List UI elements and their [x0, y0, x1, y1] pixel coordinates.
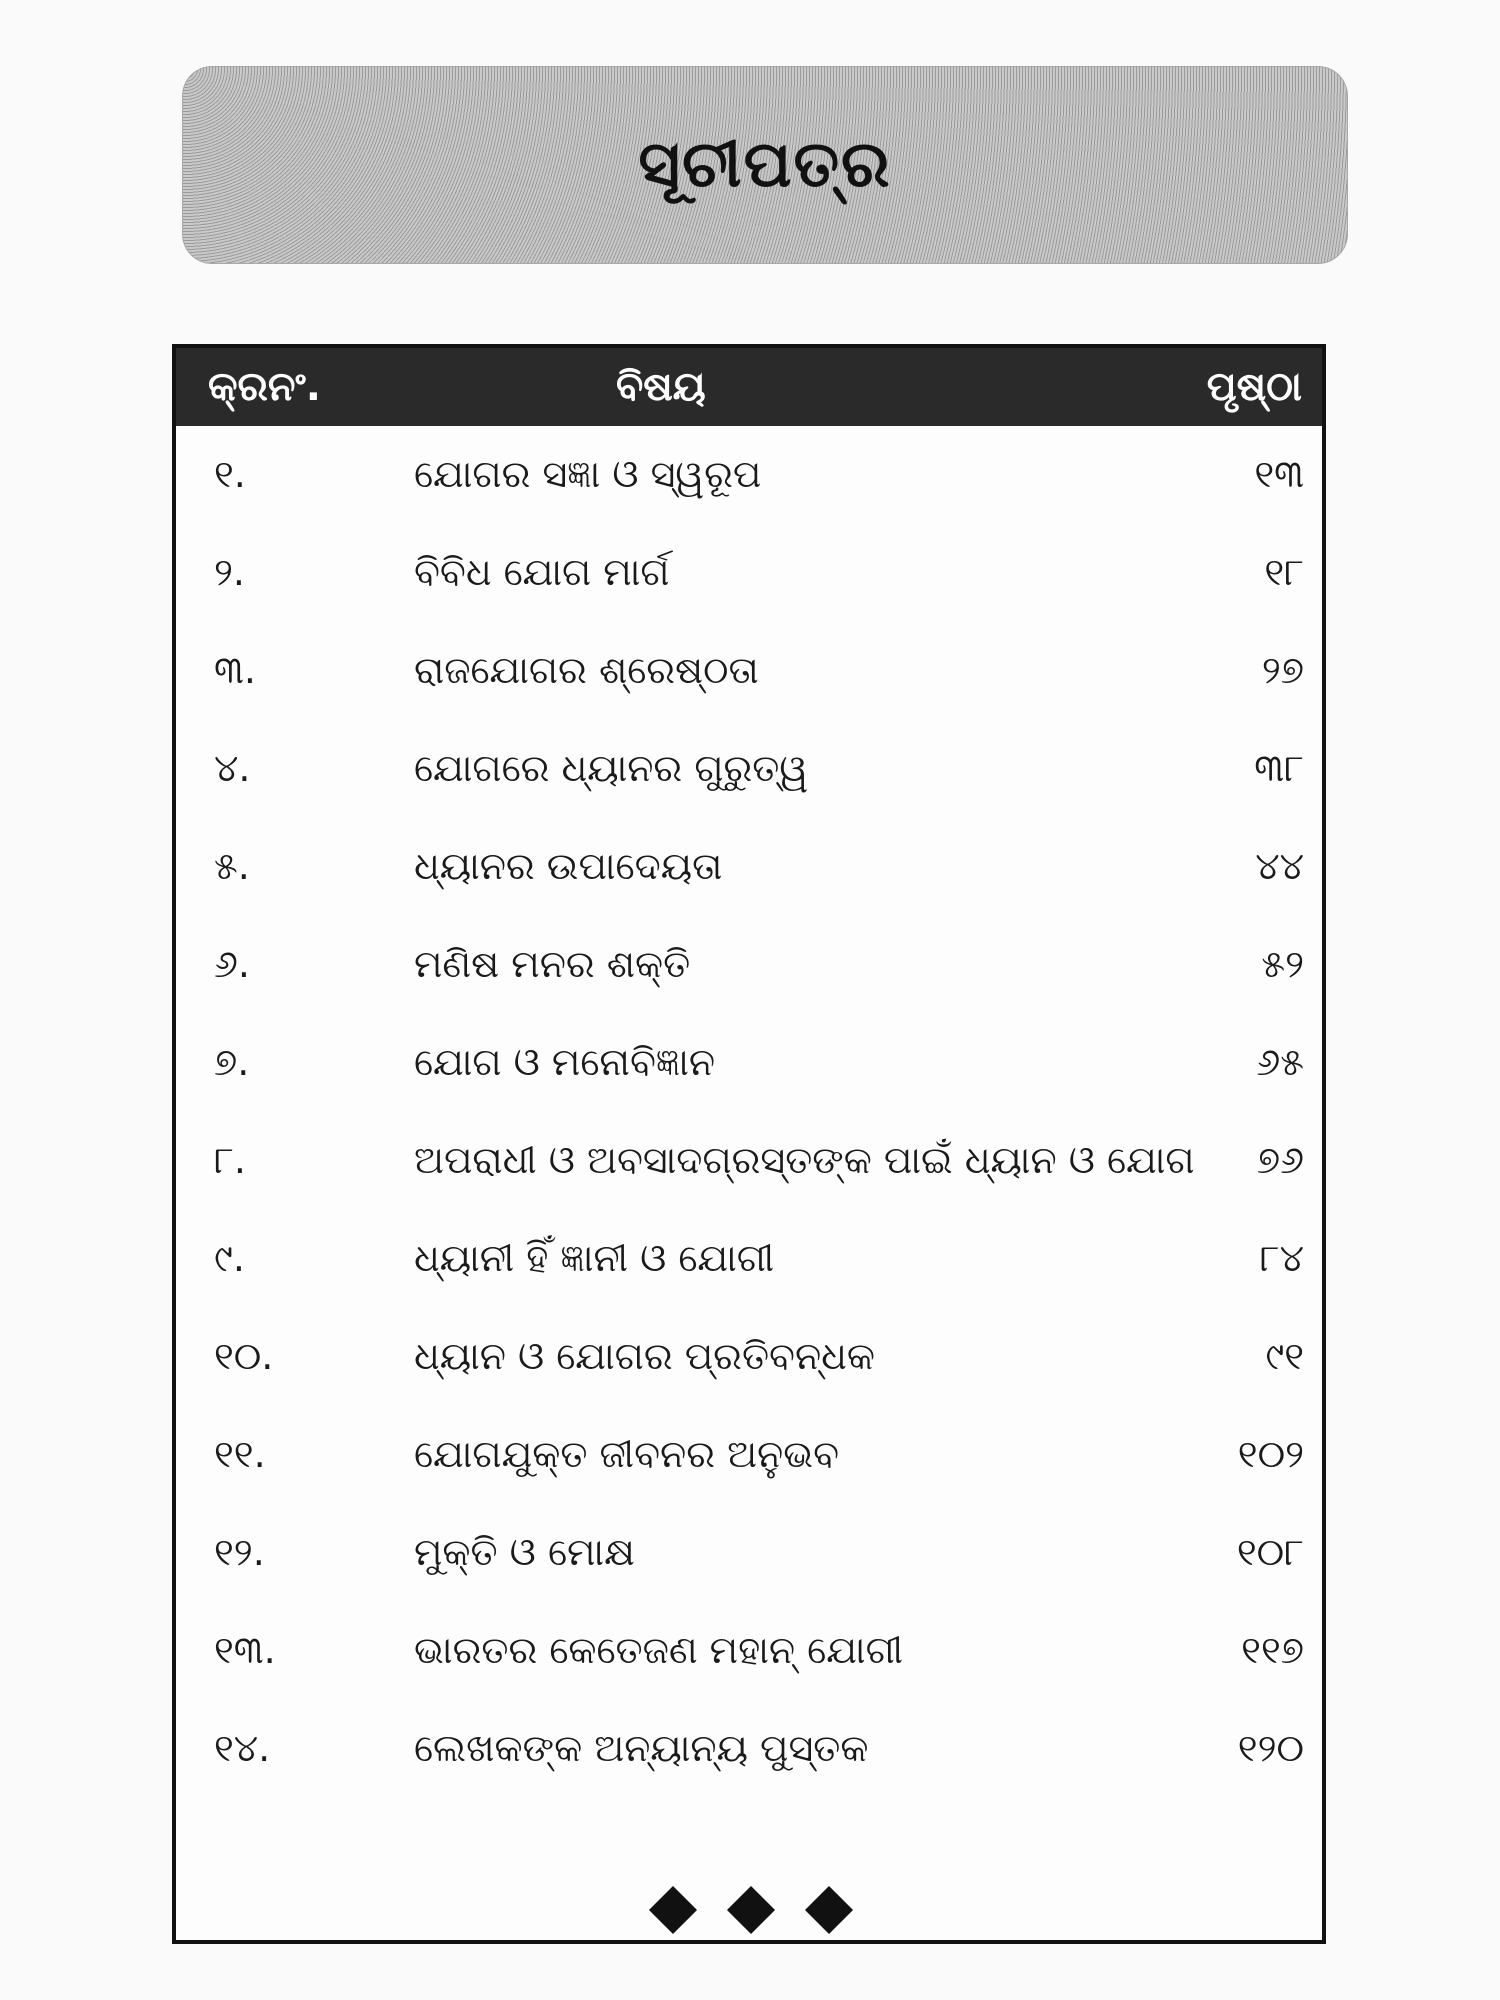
- row-page: ୧୦୨: [1237, 1432, 1304, 1476]
- row-page: ୬୫: [1256, 1040, 1304, 1084]
- row-page: ୨୭: [1261, 648, 1304, 692]
- row-page: ୩୮: [1254, 746, 1304, 790]
- table-row: [176, 730, 1322, 810]
- row-number: ୫.: [214, 844, 250, 888]
- row-number: ୯.: [214, 1236, 245, 1280]
- row-topic: ଧ୍ୟାନୀ ହିଁ ଜ୍ଞାନୀ ଓ ଯୋଗୀ: [414, 1236, 775, 1280]
- row-page: ୧୧୭: [1241, 1628, 1304, 1672]
- header-number: କ୍ରନଂ.: [208, 364, 321, 410]
- row-page: ୧୨୦: [1237, 1726, 1304, 1770]
- end-ornament: [656, 1880, 846, 1940]
- table-row: [176, 1220, 1322, 1300]
- row-number: ୬.: [214, 942, 250, 986]
- row-page: ୫୨: [1261, 942, 1304, 986]
- row-topic: ଯୋଗ ଓ ମନୋବିଜ୍ଞାନ: [414, 1040, 716, 1084]
- row-number: ୩.: [214, 648, 256, 692]
- row-topic: ଲେଖକଙ୍କ ଅନ୍ୟାନ୍ୟ ପୁସ୍ତକ: [414, 1726, 869, 1770]
- header-page: ପୃଷ୍ଠା: [1206, 364, 1302, 410]
- table-row: [176, 1710, 1322, 1790]
- row-topic: ରାଜଯୋଗର ଶ୍ରେଷ୍ଠତା: [414, 648, 759, 692]
- row-topic: ଭାରତର କେତେଜଣ ମହାନ୍ ଯୋଗୀ: [414, 1628, 904, 1672]
- row-number: ୧.: [214, 452, 246, 496]
- table-row: [176, 1612, 1322, 1692]
- row-page: ୪୪: [1255, 844, 1304, 888]
- row-topic: ମୁକ୍ତି ଓ ମୋକ୍ଷ: [414, 1530, 635, 1574]
- row-page: ୯୧: [1265, 1334, 1304, 1378]
- row-topic: ଧ୍ୟାନ ଓ ଯୋଗର ପ୍ରତିବନ୍ଧକ: [414, 1334, 875, 1378]
- table-row: [176, 1514, 1322, 1594]
- row-topic: ମଣିଷ ମନର ଶକ୍ତି: [414, 942, 691, 986]
- table-row: [176, 1122, 1322, 1202]
- title-banner: [182, 66, 1348, 264]
- row-number: ୭.: [214, 1040, 250, 1084]
- row-number: ୧୩.: [214, 1628, 276, 1672]
- row-number: ୪.: [214, 746, 251, 790]
- row-topic: ବିବିଧ ଯୋଗ ମାର୍ଗ: [414, 550, 670, 594]
- row-topic: ଧ୍ୟାନର ଉପାଦେୟତା: [414, 844, 723, 888]
- row-topic: ଅପରାଧୀ ଓ ଅବସାଦଗ୍ରସ୍ତଙ୍କ ପାଇଁ ଧ୍ୟାନ ଓ ଯୋଗ: [414, 1138, 1195, 1182]
- header-topic: ବିଷୟ: [616, 364, 706, 410]
- row-number: ୨.: [214, 550, 246, 594]
- row-number: ୮.: [214, 1138, 246, 1182]
- row-number: ୧୧.: [214, 1432, 266, 1476]
- table-row: [176, 828, 1322, 908]
- table-row: [176, 926, 1322, 1006]
- diamond-icon: [649, 1886, 697, 1934]
- table-row: [176, 1318, 1322, 1398]
- table-of-contents: [172, 344, 1326, 1944]
- row-number: ୧୨.: [214, 1530, 265, 1574]
- row-page: ୮୪: [1259, 1236, 1304, 1280]
- table-row: [176, 632, 1322, 712]
- row-topic: ଯୋଗଯୁକ୍ତ ଜୀବନର ଅନୁଭବ: [414, 1432, 840, 1476]
- diamond-icon: [805, 1886, 853, 1934]
- row-number: ୧୪.: [214, 1726, 271, 1770]
- row-page: ୧୮: [1264, 550, 1304, 594]
- row-page: ୧୦୮: [1236, 1530, 1304, 1574]
- row-page: ୭୬: [1256, 1138, 1304, 1182]
- row-topic: ଯୋଗର ସଜ୍ଞା ଓ ସ୍ୱରୂପ: [414, 452, 762, 496]
- page-title: ସୂଚୀପତ୍ର: [638, 128, 892, 202]
- table-row: [176, 1416, 1322, 1496]
- table-row: [176, 436, 1322, 516]
- row-number: ୧୦.: [214, 1334, 274, 1378]
- row-page: ୧୩: [1254, 452, 1304, 496]
- table-row: [176, 1024, 1322, 1104]
- row-topic: ଯୋଗରେ ଧ୍ୟାନର ଗୁରୁତ୍ୱ: [414, 746, 809, 790]
- table-row: [176, 534, 1322, 614]
- table-header: [176, 348, 1322, 426]
- diamond-icon: [727, 1886, 775, 1934]
